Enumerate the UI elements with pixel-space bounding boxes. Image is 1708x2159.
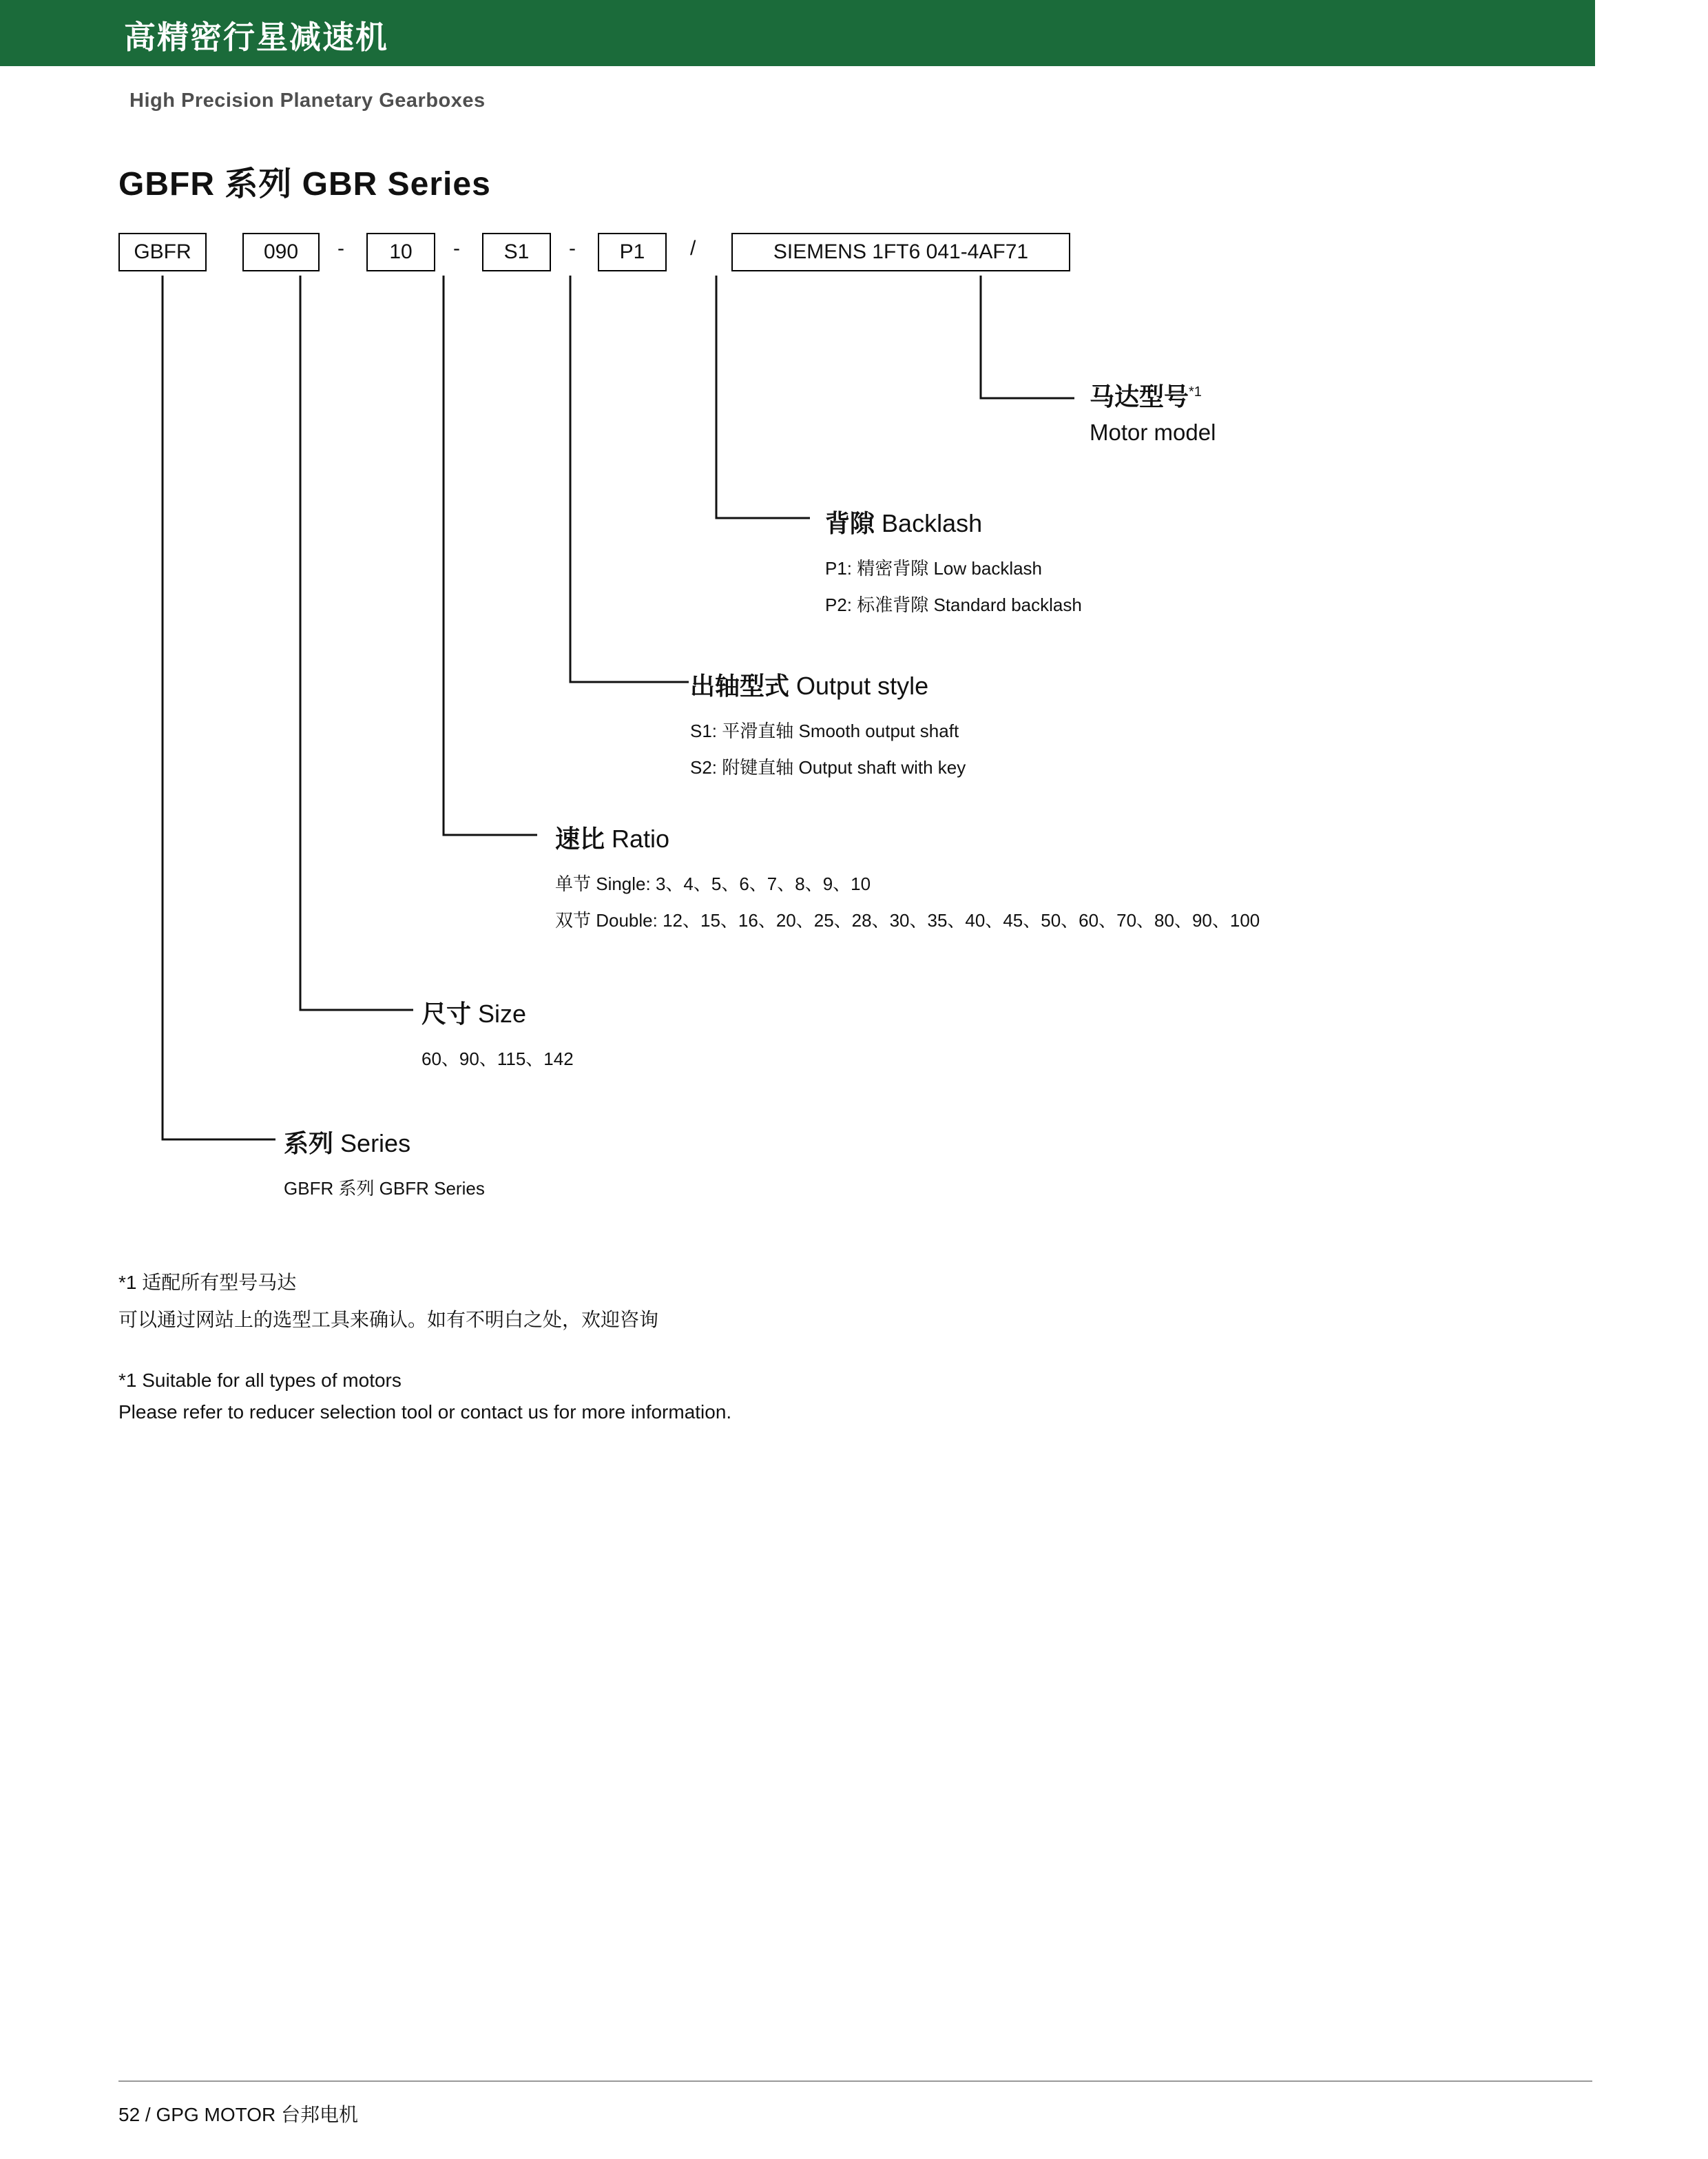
series-heading: GBFR 系列 GBR Series bbox=[118, 166, 491, 203]
callout-backlash-line-1: P1: 精密背隙 Low backlash bbox=[825, 558, 1043, 579]
callout-output-style-title: 出轴型式 Output style bbox=[690, 672, 929, 700]
callout-series-line-1: GBFR 系列 GBFR Series bbox=[284, 1178, 485, 1199]
callout-output-style bbox=[690, 667, 966, 779]
callout-motor-model bbox=[1090, 378, 1216, 446]
callout-size bbox=[421, 995, 574, 1071]
code-box-size: 090 bbox=[242, 233, 320, 271]
page-title-cn: 高精密行星减速机 bbox=[124, 19, 388, 55]
footer-page-info: 52 / GPG MOTOR 台邦电机 bbox=[118, 2104, 358, 2125]
footnote-cn-2: 可以通过网站上的选型工具来确认。如有不明白之处，欢迎咨询 bbox=[118, 1309, 659, 1330]
footnotes bbox=[118, 1268, 731, 1433]
callout-motor-title-en: Motor model bbox=[1090, 420, 1216, 445]
code-box-ratio: 10 bbox=[366, 233, 435, 271]
footnote-en-2: Please refer to reducer selection tool or contact us for more information. bbox=[118, 1401, 732, 1423]
callout-ratio bbox=[555, 820, 1260, 932]
footer-divider bbox=[118, 2080, 1592, 2082]
callout-output-style-line-2: S2: 附键直轴 Output shaft with key bbox=[690, 757, 966, 778]
code-dash-1: - bbox=[337, 237, 344, 260]
callout-backlash-title: 背隙 Backlash bbox=[825, 509, 983, 537]
footnote-marker: *1 bbox=[1189, 384, 1202, 400]
code-slash: / bbox=[690, 237, 696, 260]
callout-backlash bbox=[825, 504, 1082, 617]
footnote-cn-1: *1 适配所有型号马达 bbox=[118, 1272, 297, 1293]
code-box-output-style: S1 bbox=[482, 233, 551, 271]
callout-ratio-title: 速比 Ratio bbox=[555, 825, 670, 853]
callout-ratio-line-2: 双节 Double: 12、15、16、20、25、28、30、35、40、45、50、60、70、80、90、100 bbox=[555, 910, 1260, 931]
code-box-series: GBFR bbox=[118, 233, 207, 271]
callout-output-style-line-1: S1: 平滑直轴 Smooth output shaft bbox=[690, 721, 959, 741]
callout-ratio-line-1: 单节 Single: 3、4、5、6、7、8、9、10 bbox=[555, 874, 871, 894]
code-box-motor-model: SIEMENS 1FT6 041-4AF71 bbox=[731, 233, 1070, 271]
footnote-gap bbox=[118, 1342, 731, 1370]
callout-size-line-1: 60、90、115、142 bbox=[421, 1048, 574, 1069]
page-subtitle-en: High Precision Planetary Gearboxes bbox=[129, 90, 486, 112]
callout-series-title: 系列 Series bbox=[284, 1129, 411, 1157]
callout-backlash-line-2: P2: 标准背隙 Standard backlash bbox=[825, 595, 1082, 615]
callout-size-title: 尺寸 Size bbox=[421, 1000, 527, 1028]
code-box-backlash: P1 bbox=[598, 233, 667, 271]
code-dash-3: - bbox=[569, 237, 576, 260]
footnote-en-1: *1 Suitable for all types of motors bbox=[118, 1370, 402, 1391]
code-dash-2: - bbox=[453, 237, 460, 260]
callout-motor-title: 马达型号$^{*1}$ bbox=[1090, 382, 1202, 411]
callout-series bbox=[284, 1124, 485, 1200]
